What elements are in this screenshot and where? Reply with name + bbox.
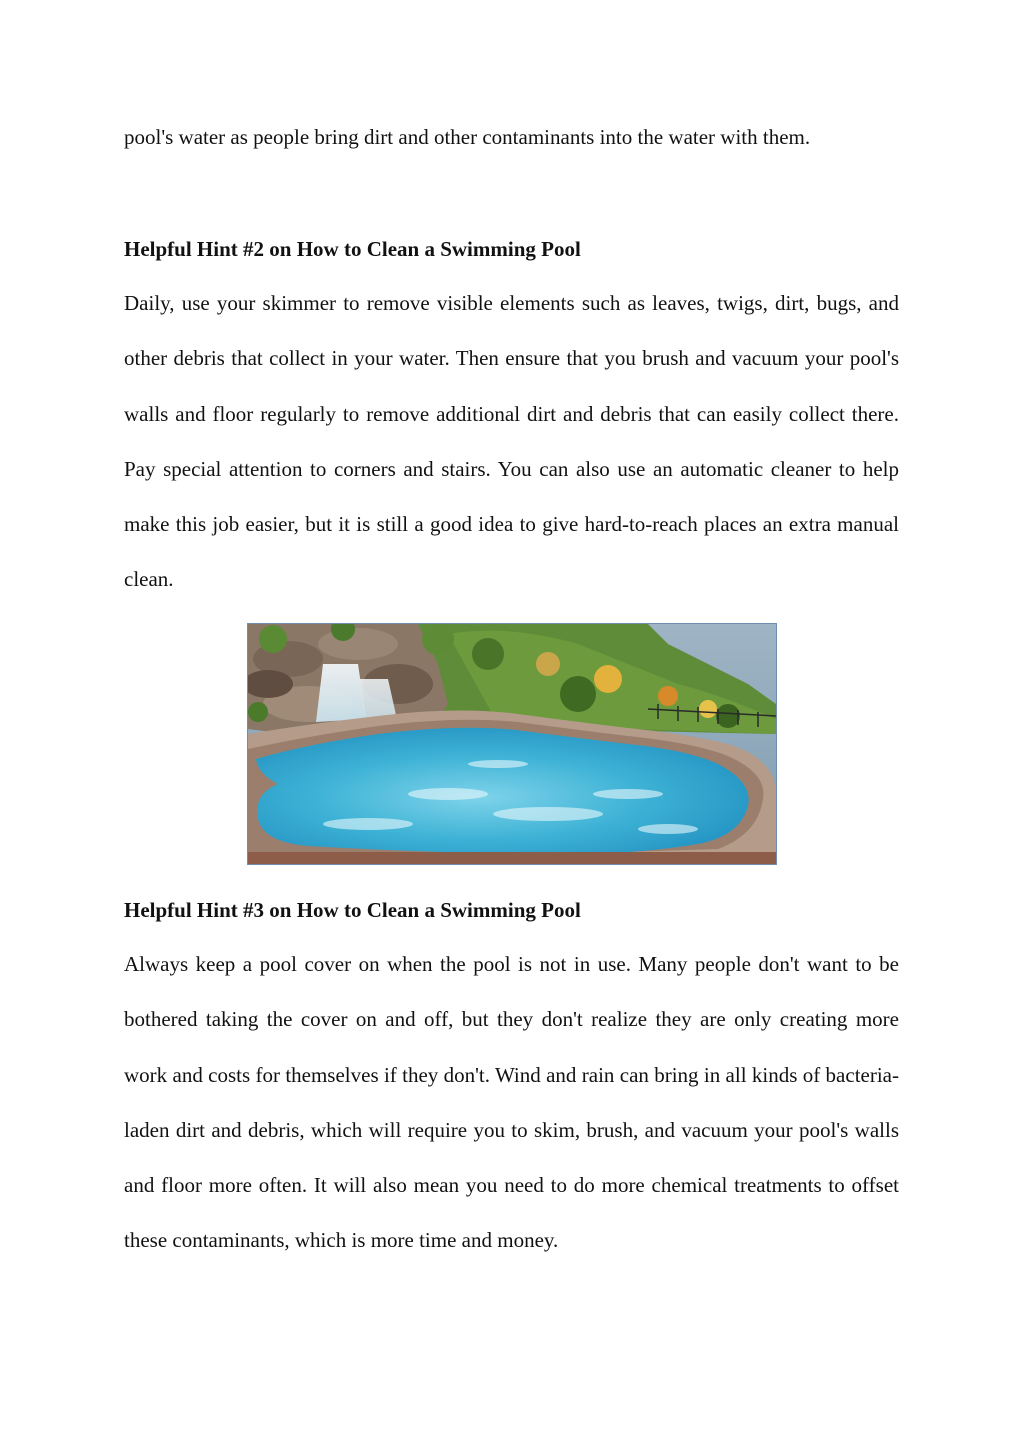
hint-2-heading: Helpful Hint #2 on How to Clean a Swimming Pool (124, 237, 581, 261)
hint-3-paragraph: Always keep a pool cover on when the pool is not in use. Many people don't want to be bothered taking the cover on and off, but they don't realize they are only creating more work and costs for themselves if they don't. Wind and rain can bring in all kinds of bacteria-laden dirt and debris, which will require you to skim, brush, and vacuum your pool's walls and floor more often. It will also mean you need to do more chemical treatments to offset these contaminants, which is more time and money. (124, 952, 899, 1253)
hint-3-heading: Helpful Hint #3 on How to Clean a Swimming Pool (124, 898, 581, 922)
waterfall-water (316, 664, 366, 722)
pool-illustration (248, 624, 776, 864)
continuation-paragraph: pool's water as people bring dirt and other contaminants into the water with them. (124, 125, 811, 149)
hint-2-paragraph: Daily, use your skimmer to remove visible elements such as leaves, twigs, dirt, bugs, and other debris that collect in your water. Then ensure that you brush and vacuum your pool's walls and floor regularly to remove additional dirt and debris that can easily collect there. Pay special attention to corners and stairs. You can also use an automatic cleaner to help make this job easier, but it is still a good idea to give hard-to-reach places an extra manual clean. (124, 291, 899, 592)
brick-edge (248, 852, 776, 864)
pool-photo (247, 623, 777, 865)
